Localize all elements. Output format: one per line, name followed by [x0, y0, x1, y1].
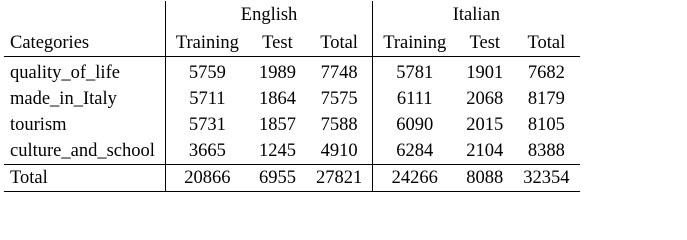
header-english-total: Total	[306, 29, 373, 57]
value-cell: 8179	[527, 89, 565, 109]
table-row	[4, 57, 580, 87]
value-cell: 1989	[258, 63, 296, 83]
header-italian-training: Training	[373, 29, 457, 57]
value-cell: 6090	[373, 112, 457, 138]
value-cell: 8388	[527, 141, 565, 161]
total-value-cell: 32354	[513, 165, 579, 192]
group-italian: Italian	[373, 1, 580, 29]
value-cell: 6284	[373, 138, 457, 165]
value-cell: 7748	[320, 63, 358, 83]
value-cell: 3665	[165, 138, 249, 165]
value-cell: 8105	[527, 115, 565, 135]
value-cell: 2104	[466, 141, 504, 161]
empty-corner-cell	[4, 1, 165, 29]
value-cell: 5781	[373, 57, 457, 87]
value-cell: 1864	[258, 89, 296, 109]
language-group-header-row	[4, 1, 580, 29]
table-row	[4, 86, 580, 112]
group-english: English	[165, 1, 372, 29]
category-distribution-table	[4, 1, 580, 192]
table-row	[4, 138, 580, 165]
category-cell: made_in_Italy	[10, 89, 117, 109]
header-italian-total: Total	[513, 29, 579, 57]
value-cell: 1857	[258, 115, 296, 135]
category-cell: culture_and_school	[10, 141, 155, 161]
header-english-test: Test	[249, 29, 306, 57]
value-cell: 4910	[320, 141, 358, 161]
value-cell: 1245	[258, 141, 296, 161]
value-cell: 5759	[165, 57, 249, 87]
table-row	[4, 112, 580, 138]
header-english-training: Training	[165, 29, 249, 57]
value-cell: 2015	[466, 115, 504, 135]
header-italian-test: Test	[456, 29, 513, 57]
total-value-cell: 8088	[456, 165, 513, 192]
total-value-cell: 6955	[249, 165, 306, 192]
column-header-row	[4, 29, 580, 57]
category-cell: tourism	[10, 115, 67, 135]
value-cell: 1901	[466, 63, 504, 83]
total-label: Total	[4, 165, 165, 192]
value-cell: 7588	[320, 115, 358, 135]
total-row	[4, 165, 580, 192]
value-cell: 7575	[320, 89, 358, 109]
total-value-cell: 24266	[373, 165, 457, 192]
category-cell: quality_of_life	[10, 63, 120, 83]
value-cell: 7682	[527, 63, 565, 83]
value-cell: 6111	[373, 86, 457, 112]
value-cell: 5731	[165, 112, 249, 138]
total-value-cell: 20866	[165, 165, 249, 192]
value-cell: 2068	[466, 89, 504, 109]
value-cell: 5711	[165, 86, 249, 112]
header-categories: Categories	[4, 29, 165, 57]
total-value-cell: 27821	[306, 165, 373, 192]
